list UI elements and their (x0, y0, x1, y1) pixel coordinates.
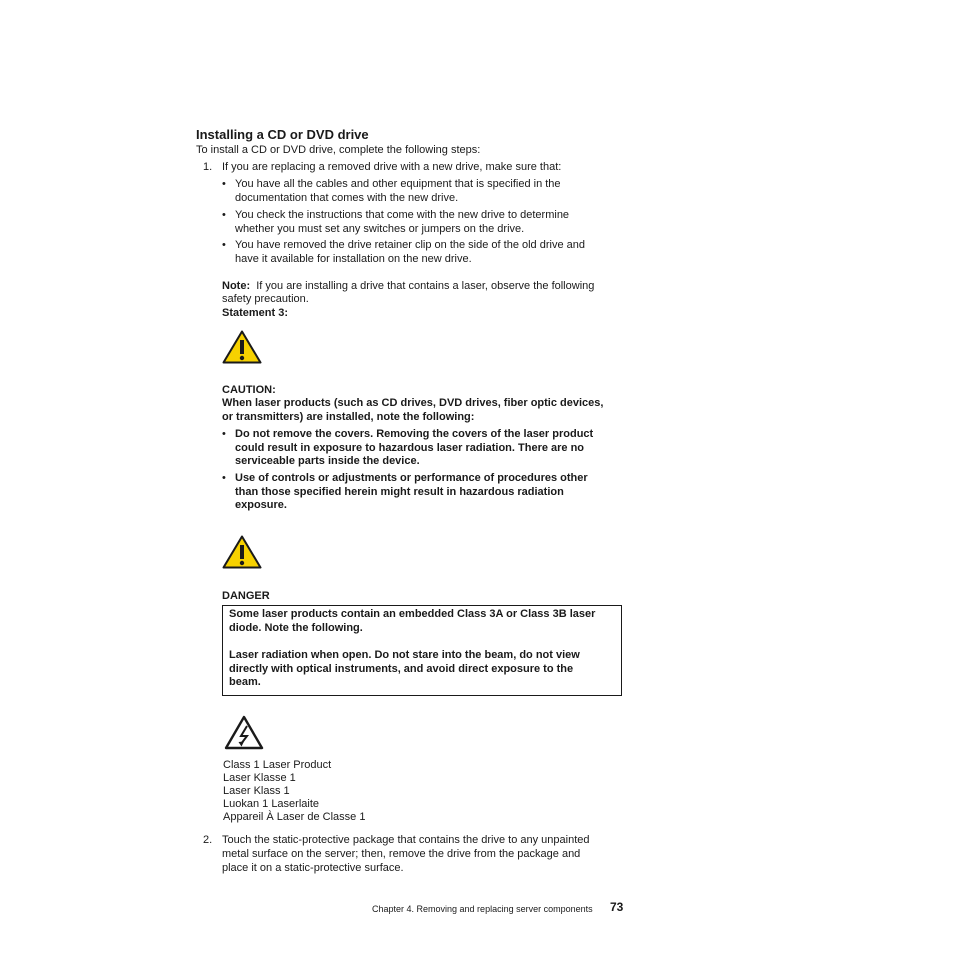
page-title: Installing a CD or DVD drive (196, 127, 369, 142)
page-number: 73 (610, 900, 624, 914)
list-item-line: You check the instructions that come with the new drive to determine (235, 209, 570, 221)
list-item-line: exposure. (235, 499, 287, 511)
list-item (222, 209, 622, 236)
laser-class-line: Luokan 1 Laserlaite (223, 798, 320, 810)
list-item-line: Use of controls or adjustments or performance of procedures other (235, 472, 588, 484)
laser-class-line: Laser Klasse 1 (223, 772, 296, 784)
note-text: If you are installing a drive that contains a laser, observe the following (256, 280, 595, 292)
list-item-line: have it available for installation on the new drive. (235, 252, 472, 265)
bullet: • (222, 239, 226, 251)
step-number: 1. (203, 161, 213, 173)
step-text: place it on a static-protective surface. (222, 862, 404, 874)
laser-class-line: Class 1 Laser Product (223, 759, 332, 771)
caution-label: CAUTION: (222, 384, 276, 396)
intro-text: To install a CD or DVD drive, complete the following steps: (196, 144, 481, 156)
step-number: 2. (203, 834, 213, 846)
bullet: • (222, 209, 226, 221)
danger-box (222, 605, 622, 696)
caution-text: When laser products (such as CD drives, DVD drives, fiber optic devices, (222, 397, 604, 409)
list-item (222, 472, 622, 513)
list-item-line: Do not remove the covers. Removing the covers of the laser product (235, 428, 594, 440)
laser-class-line: Appareil À Laser de Classe 1 (223, 811, 366, 823)
danger-text: beam. (229, 676, 261, 688)
step-text: If you are replacing a removed drive with a new drive, make sure that: (222, 161, 562, 173)
list-item-line: documentation that comes with the new drive. (235, 191, 459, 204)
list-item (222, 428, 622, 469)
list-item-line: than those specified herein might result in hazardous radiation (235, 485, 564, 498)
bullet: • (222, 428, 226, 440)
danger-text: Laser radiation when open. Do not stare into the beam, do not view (229, 649, 580, 661)
note-label: Note: (222, 280, 251, 292)
step-text: metal surface on the server; then, remove the drive from the package and (222, 848, 581, 860)
step-text: Touch the static-protective package that contains the drive to any unpainted (222, 834, 590, 846)
list-item-line: could result in exposure to hazardous laser radiation. There are no (235, 441, 585, 454)
bullet: • (222, 472, 226, 484)
note (222, 280, 622, 294)
warning-triangle-icon (222, 535, 262, 569)
list-item-line: serviceable parts inside the device. (235, 455, 420, 467)
danger-text: diode. Note the following. (229, 622, 363, 634)
laser-class-line: Laser Klass 1 (223, 785, 290, 797)
bullet: • (222, 178, 226, 190)
footer-chapter: Chapter 4. Removing and replacing server components (372, 904, 593, 914)
list-item-line: You have all the cables and other equipment that is specified in the (235, 178, 561, 190)
list-item-line: You have removed the drive retainer clip on the side of the old drive and (235, 239, 585, 251)
danger-label: DANGER (222, 590, 270, 602)
danger-text: Some laser products contain an embedded Class 3A or Class 3B laser (229, 608, 596, 620)
electrical-hazard-icon (224, 715, 264, 750)
note-text: safety precaution. (222, 293, 309, 305)
statement-label: Statement 3: (222, 307, 289, 319)
caution-text: or transmitters) are installed, note the following: (222, 411, 475, 423)
list-item (222, 178, 622, 205)
danger-text: directly with optical instruments, and avoid direct exposure to the (229, 663, 574, 675)
list-item (222, 239, 622, 266)
warning-triangle-icon (222, 330, 262, 364)
list-item-line: whether you must set any switches or jumpers on the drive. (235, 222, 525, 235)
